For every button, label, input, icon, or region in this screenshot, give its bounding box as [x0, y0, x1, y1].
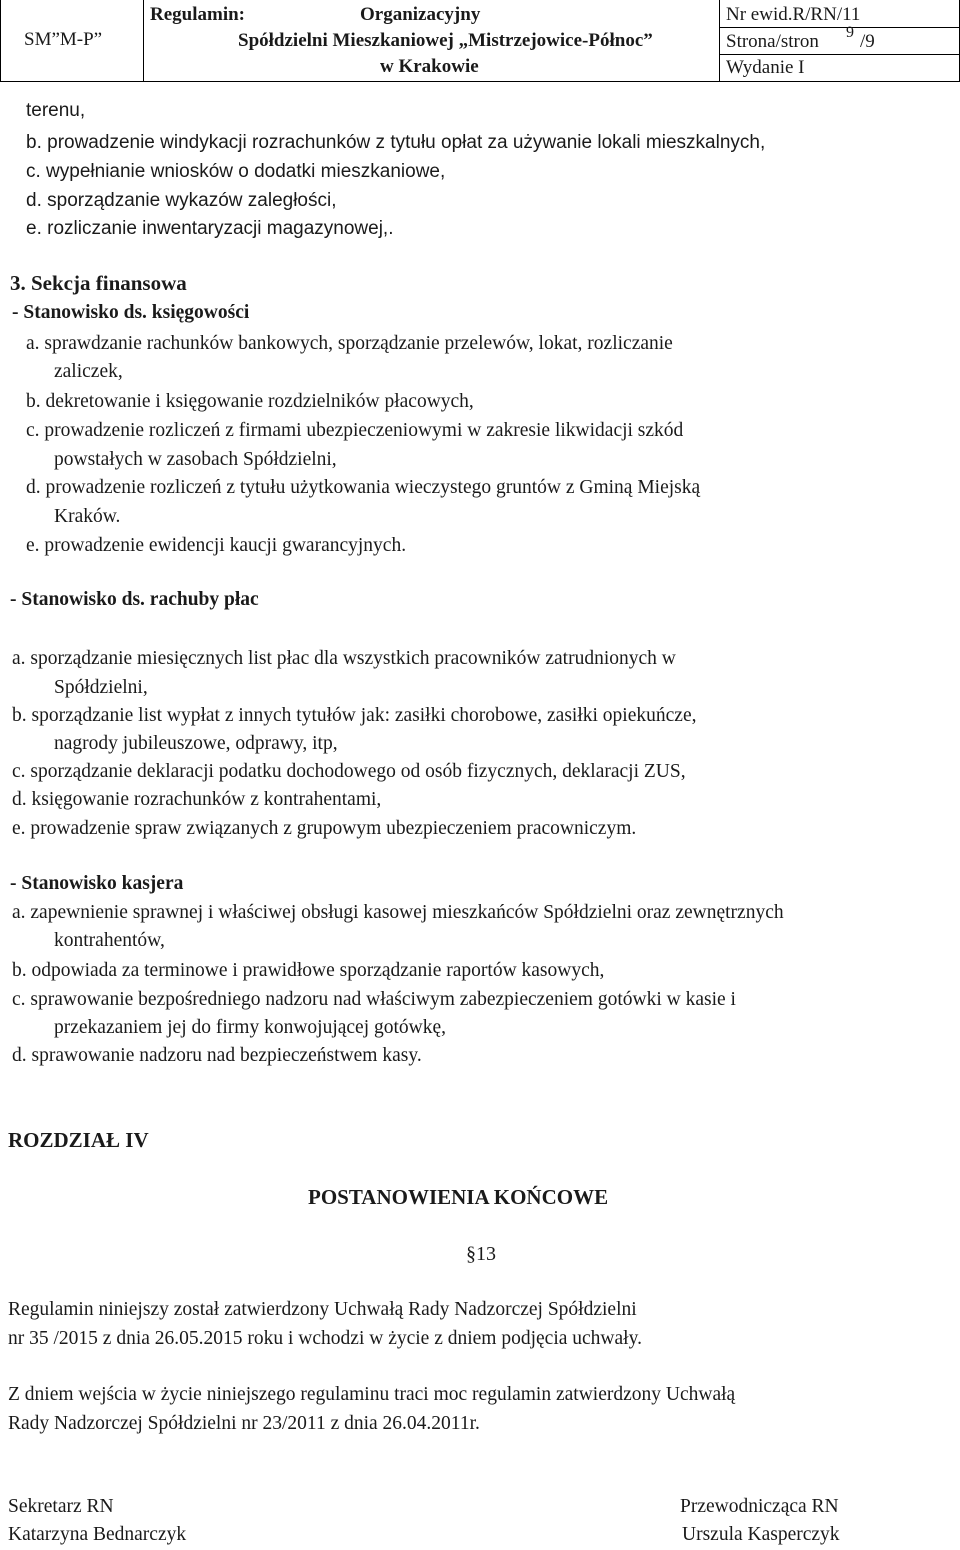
- doc-type-label: Regulamin:: [150, 4, 245, 25]
- final-provisions-title: POSTANOWIENIA KOŃCOWE: [308, 1185, 609, 1209]
- list-item: c. sprawowanie bezpośredniego nadzoru nad właściwym zabezpieczeniem gotówki w kasie i: [12, 989, 736, 1010]
- body-text: Regulamin niniejszy został zatwierdzony Uchwałą Rady Nadzorczej Spółdzielni: [8, 1299, 637, 1320]
- header-table: [0, 0, 960, 82]
- list-item: d. księgowanie rozrachunków z kontrahentami,: [12, 789, 382, 810]
- page-number: 9: [846, 24, 854, 41]
- list-item: e. prowadzenie ewidencji kaucji gwarancyjnych.: [26, 535, 407, 556]
- subsection-heading: - Stanowisko ds. rachuby płac: [10, 589, 259, 610]
- list-item: b. sporządzanie list wypłat z innych tytułów jak: zasiłki chorobowe, zasiłki opiekuńcze,: [12, 705, 697, 726]
- org-name: Spółdzielni Mieszkaniowej „Mistrzejowice-Północ”: [238, 30, 653, 51]
- chapter-heading: ROZDZIAŁ IV: [8, 1128, 149, 1152]
- list-item: a. sprawdzanie rachunków bankowych, sporządzanie przelewów, lokat, rozliczanie: [26, 333, 673, 354]
- list-item: terenu,: [26, 100, 86, 121]
- signature-right-role: Przewodnicząca RN: [680, 1496, 839, 1517]
- org-city: w Krakowie: [380, 56, 479, 77]
- list-item: d. sporządzanie wykazów zaległości,: [26, 190, 337, 211]
- edition: Wydanie I: [726, 57, 805, 78]
- header-divider: [720, 54, 960, 55]
- list-item-continuation: nagrody jubileuszowe, odprawy, itp,: [54, 733, 338, 754]
- list-item-continuation: kontrahentów,: [54, 930, 165, 951]
- signature-right-name: Urszula Kasperczyk: [682, 1524, 840, 1545]
- header-divider: [720, 27, 960, 28]
- list-item: e. rozliczanie inwentaryzacji magazynowej,.: [26, 218, 394, 239]
- section-heading: 3. Sekcja finansowa: [10, 271, 187, 295]
- body-text: Z dniem wejścia w życie niniejszego regulaminu traci moc regulamin zatwierdzony Uchwałą: [8, 1384, 736, 1405]
- list-item: c. prowadzenie rozliczeń z firmami ubezpieczeniowymi w zakresie likwidacji szkód: [26, 420, 684, 441]
- list-item: b. odpowiada za terminowe i prawidłowe sporządzanie raportów kasowych,: [12, 960, 605, 981]
- list-item: b. prowadzenie windykacji rozrachunków z tytułu opłat za używanie lokali mieszkalnych,: [26, 132, 766, 153]
- list-item: c. sporządzanie deklaracji podatku dochodowego od osób fizycznych, deklaracji ZUS,: [12, 761, 686, 782]
- page-label: Strona/stron: [726, 31, 819, 52]
- doc-type-value: Organizacyjny: [360, 4, 481, 25]
- list-item: d. sprawowanie nadzoru nad bezpieczeństwem kasy.: [12, 1045, 422, 1066]
- body-text: nr 35 /2015 z dnia 26.05.2015 roku i wchodzi w życie z dniem podjęcia uchwały.: [8, 1328, 642, 1349]
- subsection-heading: - Stanowisko kasjera: [10, 873, 184, 894]
- page-total: /9: [860, 31, 875, 52]
- list-item-continuation: zaliczek,: [54, 361, 123, 382]
- list-item: c. wypełnianie wniosków o dodatki mieszkaniowe,: [26, 161, 446, 182]
- evidence-number: Nr ewid.R/RN/11: [726, 4, 861, 25]
- list-item-continuation: Kraków.: [54, 506, 121, 527]
- list-item: d. prowadzenie rozliczeń z tytułu użytkowania wieczystego gruntów z Gminą Miejską: [26, 477, 701, 498]
- list-item-continuation: Spółdzielni,: [54, 677, 148, 698]
- list-item: b. dekretowanie i księgowanie rozdzielników płacowych,: [26, 391, 474, 412]
- signature-left-role: Sekretarz RN: [8, 1496, 114, 1517]
- list-item: e. prowadzenie spraw związanych z grupowym ubezpieczeniem pracowniczym.: [12, 818, 637, 839]
- list-item-continuation: powstałych w zasobach Spółdzielni,: [54, 449, 337, 470]
- body-text: Rady Nadzorczej Spółdzielni nr 23/2011 z dnia 26.04.2011r.: [8, 1413, 480, 1434]
- signature-left-name: Katarzyna Bednarczyk: [8, 1524, 187, 1545]
- subsection-heading: - Stanowisko ds. księgowości: [12, 302, 250, 323]
- list-item: a. zapewnienie sprawnej i właściwej obsługi kasowej mieszkańców Spółdzielni oraz zewnętrznych: [12, 902, 784, 923]
- list-item: a. sporządzanie miesięcznych list płac dla wszystkich pracowników zatrudnionych w: [12, 648, 676, 669]
- doc-code: SM”M-P”: [24, 29, 103, 50]
- paragraph-number: §13: [466, 1243, 496, 1265]
- list-item-continuation: przekazaniem jej do firmy konwojującej gotówkę,: [54, 1017, 447, 1038]
